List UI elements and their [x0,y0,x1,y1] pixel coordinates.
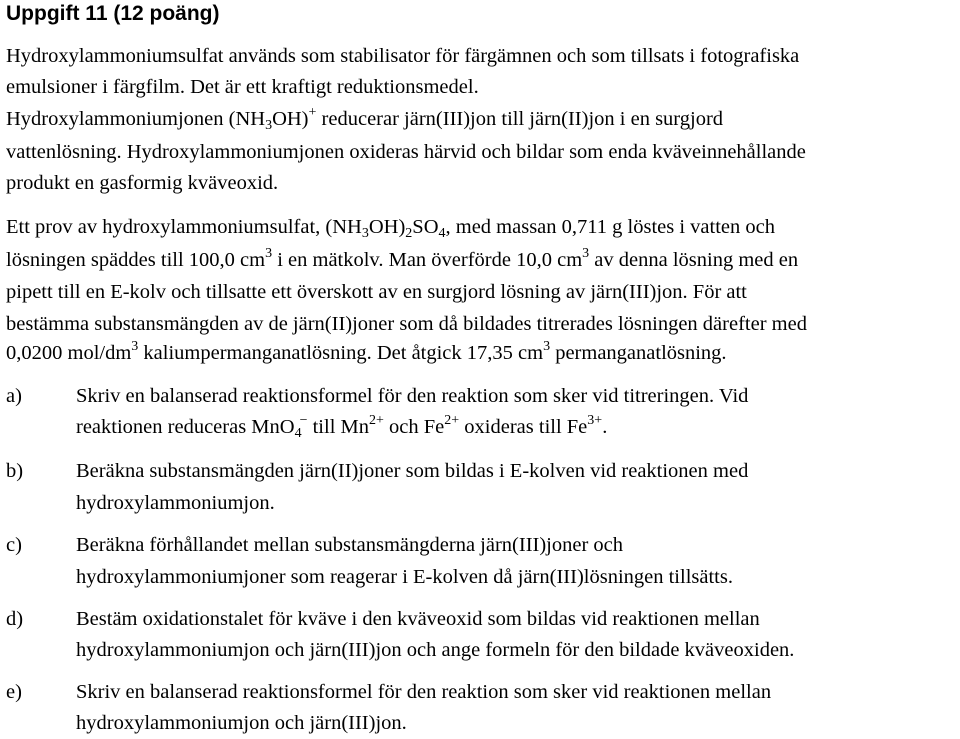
question-c-line-1: Beräkna förhållandet mellan substansmängderna järn(III)joner och [76,534,624,556]
question-d-line-2: hydroxylammoniumjon och järn(III)jon och ange formeln för den bildade kväveoxiden. [76,639,795,661]
question-b-letter: b) [6,460,24,482]
intro-line-1: Hydroxylammoniumsulfat används som stabilisator för färgämnen och som tillsats i fotografiska [6,45,800,67]
question-e-line-2: hydroxylammoniumjon och järn(III)jon. [76,712,407,734]
question-e-line-1: Skriv en balanserad reaktionsformel för den reaktion som sker vid reaktionen mellan [76,681,772,703]
procedure-line-1: Ett prov av hydroxylammoniumsulfat, $(NH_3OH)_2SO_4$, med massan 0,711 g löstes i vatten och [6,216,775,241]
procedure-line-2: lösningen späddes till 100,0 $cm^3$ i en mätkolv. Man överförde 10,0 $cm^3$ av denna lösning med en [6,246,799,271]
question-c-letter: c) [6,534,22,556]
question-b-line-1: Beräkna substansmängden järn(II)joner som bildas i E-kolven vid reaktionen med [76,460,749,482]
page-title: Uppgift 11 (12 poäng) [6,2,220,25]
procedure-line-5: 0,0200 mol/$dm^3$ kaliumpermanganatlösning. Det åtgick 17,35 $cm^3$ permanganatlösning. [6,339,727,364]
intro-line-4: vattenlösning. Hydroxylammoniumjonen oxideras härvid och bildar som enda kväveinnehållande [6,141,806,163]
question-b-line-2: hydroxylammoniumjon. [76,492,275,514]
question-e-letter: e) [6,681,22,703]
intro-line-2: emulsioner i färgfilm. Det är ett kraftigt reduktionsmedel. [6,76,479,98]
procedure-line-4: bestämma substansmängden av de järn(II)joner som då bildades titrerades lösningen därefter med [6,313,807,335]
procedure-line-3: pipett till en E-kolv och tillsatte ett överskott av en surgjord lösning av järn(III)jon. För att [6,281,747,303]
question-d-letter: d) [6,608,24,630]
question-a-line-2: reaktionen reduceras MnO$_4$− till $Mn^{2+}$ och $Fe^{2+}$ oxideras till $Fe^{3+}$. [76,413,608,441]
intro-line-5: produkt en gasformig kväveoxid. [6,172,279,194]
question-c-line-2: hydroxylammoniumjoner som reagerar i E-kolven då järn(III)lösningen tillsätts. [76,566,733,588]
question-a-letter: a) [6,385,22,407]
question-d-line-1: Bestäm oxidationstalet för kväve i den kväveoxid som bildas vid reaktionen mellan [76,608,760,630]
question-a-line-1: Skriv en balanserad reaktionsformel för den reaktion som sker vid titreringen. Vid [76,385,749,407]
intro-line-3: Hydroxylammoniumjonen $(NH_3OH)^+$ reducerar järn(III)jon till järn(II)jon i en surgjord [6,105,724,133]
